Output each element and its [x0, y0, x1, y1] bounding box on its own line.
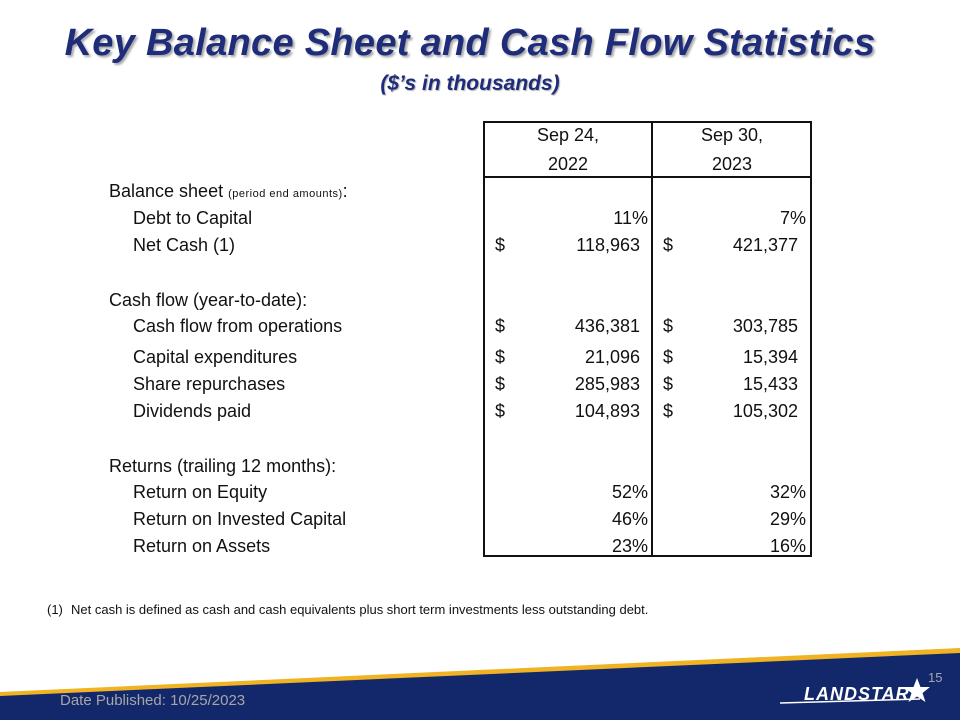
currency-repurchases-2023: $ [663, 374, 674, 394]
row-label-net-cash: Net Cash (1) [133, 235, 236, 255]
currency-capex-2022: $ [495, 347, 506, 367]
page-title: Key Balance Sheet and Cash Flow Statistics [64, 22, 876, 64]
section-cash-flow: Cash flow (year-to-date): [109, 290, 308, 310]
page-number: 15 [928, 670, 943, 685]
value-capex-2023: 15,394 [742, 347, 798, 367]
row-label-debt-to-capital: Debt to Capital [133, 208, 253, 228]
column-header-2022: Sep 24, 2022 [536, 125, 600, 174]
value-net-cash-2023: 421,377 [732, 235, 798, 255]
value-roe-2023: 32% [769, 482, 806, 502]
row-label-cash-flow-operations: Cash flow from operations [133, 316, 343, 336]
currency-dividends-2022: $ [495, 401, 506, 421]
column-header-2023: Sep 30, 2023 [700, 125, 764, 174]
value-debt-to-capital-2023: 7% [779, 208, 806, 228]
currency-repurchases-2022: $ [495, 374, 506, 394]
currency-dividends-2023: $ [663, 401, 674, 421]
currency-cash-ops-2023: $ [663, 316, 674, 336]
currency-cash-ops-2022: $ [495, 316, 506, 336]
date-published: Date Published: 10/25/2023 [60, 692, 246, 709]
value-dividends-2022: 104,893 [574, 401, 640, 421]
value-roa-2022: 23% [611, 536, 648, 556]
landstar-logo [780, 676, 940, 712]
row-label-capital-expenditures: Capital expenditures [133, 347, 298, 367]
value-net-cash-2022: 118,963 [576, 235, 640, 255]
row-label-return-on-assets: Return on Assets [133, 536, 271, 556]
row-label-return-on-equity: Return on Equity [133, 482, 268, 502]
value-repurchases-2023: 15,433 [742, 374, 798, 394]
section-note: (period end amounts) [228, 188, 343, 200]
value-roic-2023: 29% [769, 509, 806, 529]
row-label-dividends-paid: Dividends paid [133, 401, 252, 421]
value-roa-2023: 16% [769, 536, 806, 556]
value-repurchases-2022: 285,983 [574, 374, 640, 394]
value-capex-2022: 21,096 [584, 347, 640, 367]
page-subtitle: ($’s in thousands) [380, 72, 560, 95]
currency-net-cash-2023: $ [663, 235, 674, 255]
row-label-return-on-invested-capital: Return on Invested Capital [133, 509, 347, 529]
value-cash-ops-2022: 436,381 [574, 316, 640, 336]
section-returns: Returns (trailing 12 months): [109, 456, 337, 476]
currency-net-cash-2022: $ [495, 235, 506, 255]
value-roic-2022: 46% [611, 509, 648, 529]
row-label-share-repurchases: Share repurchases [133, 374, 286, 394]
value-roe-2022: 52% [611, 482, 648, 502]
svg-text:LANDSTAR: LANDSTAR [804, 684, 910, 704]
value-cash-ops-2023: 303,785 [732, 316, 798, 336]
value-debt-to-capital-2022: 11% [613, 208, 648, 228]
currency-capex-2023: $ [663, 347, 674, 367]
value-dividends-2023: 105,302 [732, 401, 798, 421]
section-balance-sheet: Balance sheet (period end amounts): [109, 181, 348, 201]
footnote-text: Net cash is defined as cash and cash equivalents plus short term investments less outstanding debt. [71, 602, 649, 617]
footnote-number: (1) [47, 602, 63, 617]
